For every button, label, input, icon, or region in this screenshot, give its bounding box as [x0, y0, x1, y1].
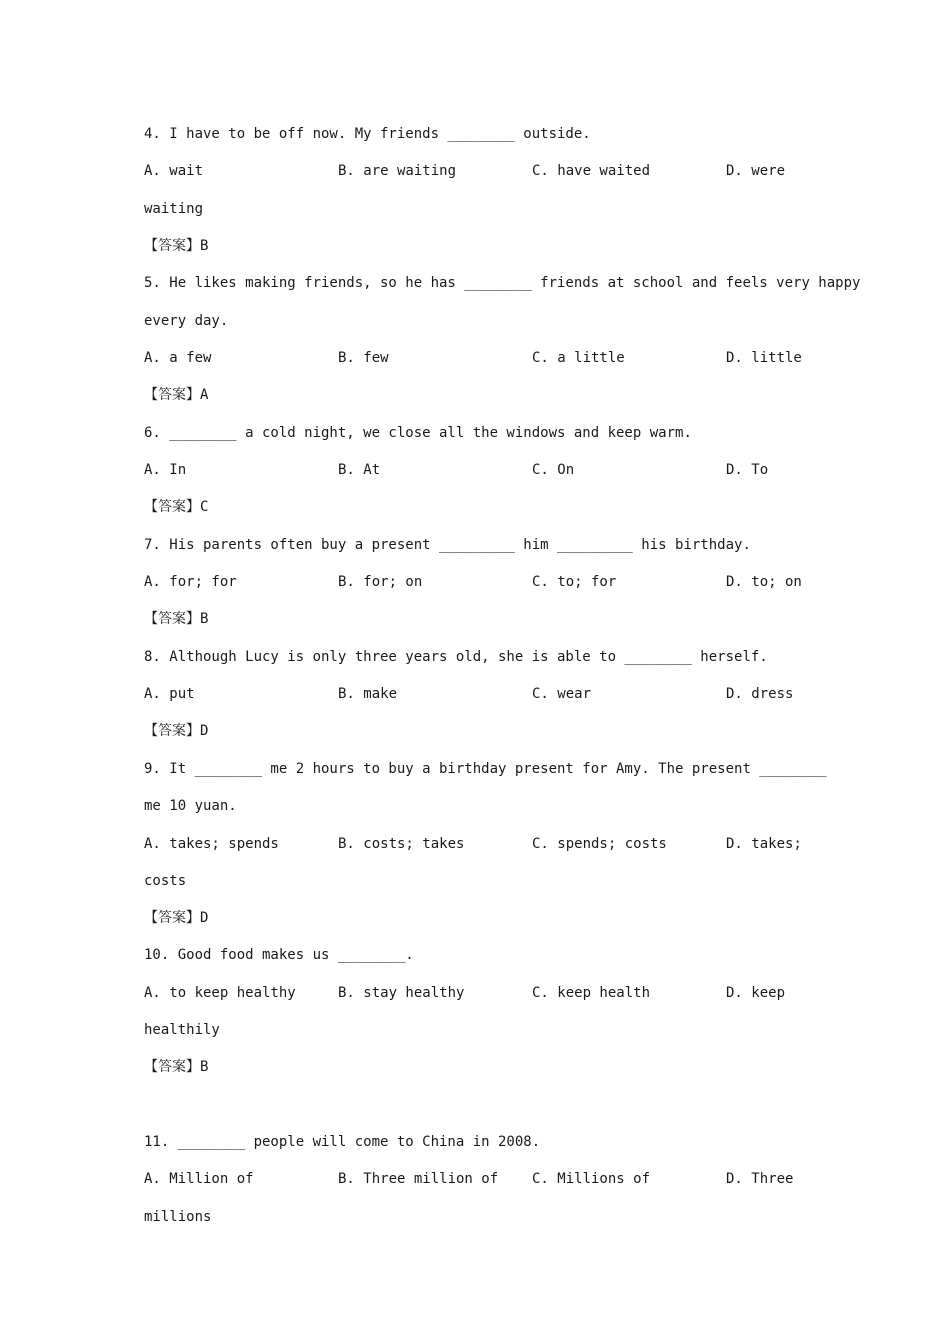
- option-b: B. stay healthy: [338, 985, 465, 1001]
- option-b: B. costs; takes: [338, 836, 465, 852]
- option-d: D. keep: [726, 985, 786, 1001]
- option-c: C. Millions of: [532, 1171, 651, 1187]
- question-stem-wrap: me 10 yuan.: [144, 798, 237, 814]
- answer: 【答案】B: [144, 1059, 209, 1075]
- option-a: A. Million of: [144, 1171, 254, 1187]
- question-stem: 9. It ________ me 2 hours to buy a birthday present for Amy. The present ________: [144, 761, 827, 777]
- answer: 【答案】D: [144, 723, 209, 739]
- answer: 【答案】B: [144, 611, 209, 627]
- option-d: D. Three: [726, 1171, 794, 1187]
- answer: 【答案】C: [144, 499, 209, 515]
- option-a: A. takes; spends: [144, 836, 279, 852]
- option-a: A. wait: [144, 163, 204, 179]
- question-stem: 6. ________ a cold night, we close all the windows and keep warm.: [144, 425, 692, 441]
- option-d: D. little: [726, 350, 802, 366]
- question-stem: 8. Although Lucy is only three years old, she is able to ________ herself.: [144, 649, 768, 665]
- option-c: C. have waited: [532, 163, 651, 179]
- option-b: B. At: [338, 462, 381, 478]
- option-d: D. to; on: [726, 574, 802, 590]
- option-wrap: costs: [144, 873, 187, 889]
- option-c: C. keep health: [532, 985, 651, 1001]
- question-stem-wrap: every day.: [144, 313, 229, 329]
- question-stem: 5. He likes making friends, so he has ________ friends at school and feels very happy: [144, 275, 861, 291]
- option-b: B. for; on: [338, 574, 423, 590]
- option-c: C. wear: [532, 686, 592, 702]
- option-b: B. few: [338, 350, 389, 366]
- option-c: C. a little: [532, 350, 625, 366]
- question-stem: 11. ________ people will come to China in 2008.: [144, 1134, 541, 1150]
- option-d: D. takes;: [726, 836, 802, 852]
- option-a: A. In: [144, 462, 187, 478]
- option-a: A. for; for: [144, 574, 237, 590]
- option-wrap: millions: [144, 1209, 212, 1225]
- option-b: B. make: [338, 686, 398, 702]
- option-a: A. put: [144, 686, 195, 702]
- option-c: C. to; for: [532, 574, 617, 590]
- option-a: A. to keep healthy: [144, 985, 296, 1001]
- option-wrap: waiting: [144, 201, 204, 217]
- question-stem: 4. I have to be off now. My friends ________ outside.: [144, 126, 591, 142]
- option-d: D. dress: [726, 686, 794, 702]
- answer: 【答案】A: [144, 387, 209, 403]
- option-wrap: healthily: [144, 1022, 220, 1038]
- option-d: D. were: [726, 163, 786, 179]
- answer: 【答案】B: [144, 238, 209, 254]
- option-d: D. To: [726, 462, 769, 478]
- option-b: B. Three million of: [338, 1171, 499, 1187]
- answer: 【答案】D: [144, 910, 209, 926]
- option-c: C. On: [532, 462, 575, 478]
- option-b: B. are waiting: [338, 163, 457, 179]
- question-stem: 10. Good food makes us ________.: [144, 947, 414, 963]
- option-a: A. a few: [144, 350, 212, 366]
- option-c: C. spends; costs: [532, 836, 667, 852]
- question-stem: 7. His parents often buy a present _________ him _________ his birthday.: [144, 537, 751, 553]
